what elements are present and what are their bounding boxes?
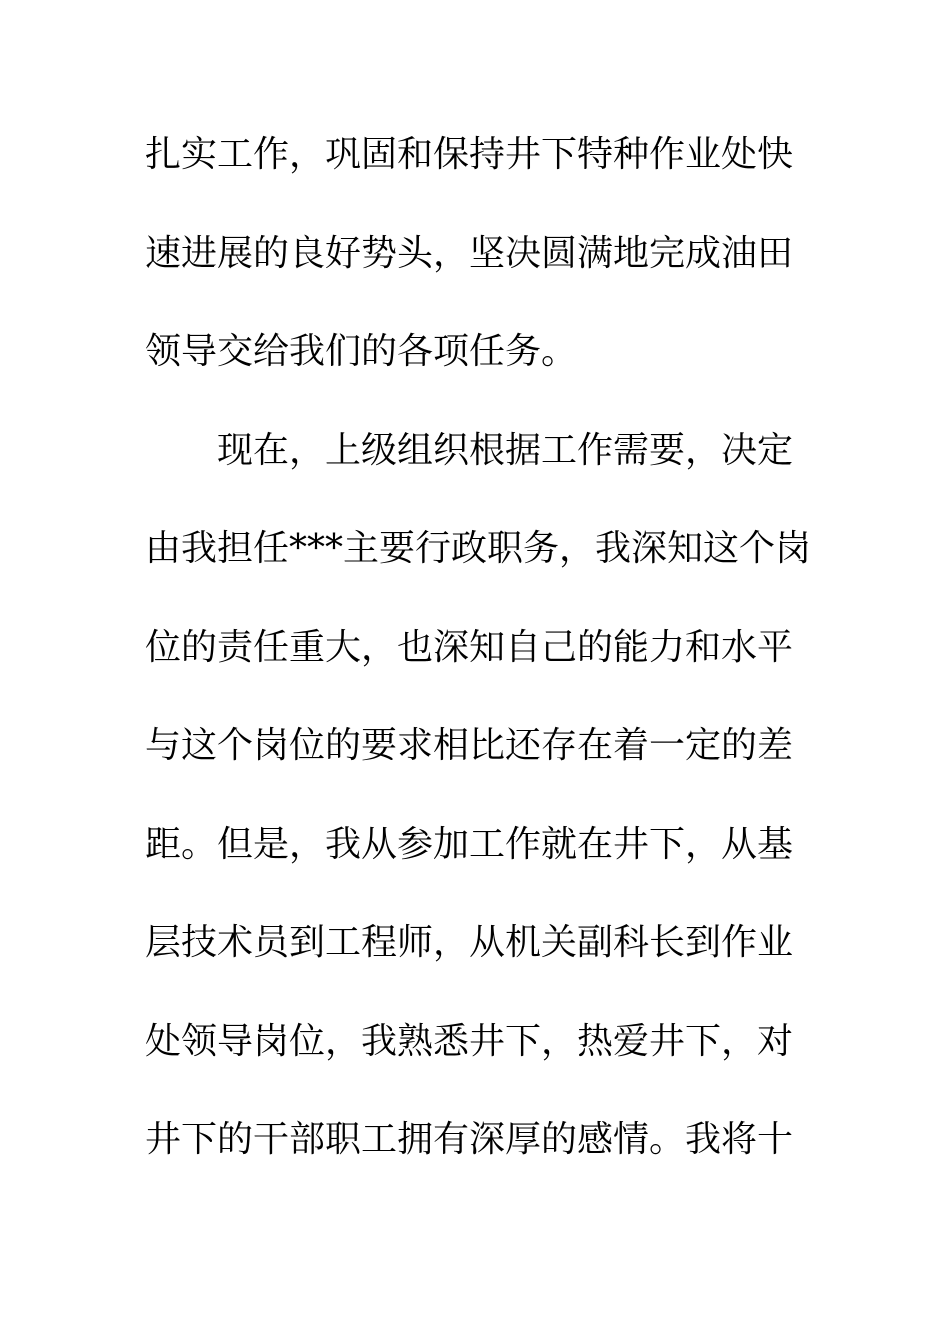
text-line: 与这个岗位的要求相比还存在着一定的差: [145, 725, 794, 766]
text-line: 位的责任重大，也深知自己的能力和水平: [145, 626, 794, 668]
body-text: [145, 122, 812, 1206]
text-line: 由我担任***主要行政职务，我深知这个岗: [145, 528, 812, 569]
text-line: 层技术员到工程师，从机关副科长到作业: [145, 922, 794, 963]
text-line: 领导交给我们的各项任务。: [145, 331, 578, 372]
text-line: 处领导岗位，我熟悉井下，热爱井下，对: [145, 1020, 794, 1062]
text-line: 扎实工作，巩固和保持井下特种作业处快: [145, 134, 794, 175]
text-line: 距。但是，我从参加工作就在井下，从基: [145, 823, 794, 865]
text-line: 速进展的良好势头，坚决圆满地完成油田: [145, 232, 794, 274]
text-line: 井下的干部职工拥有深厚的感情。我将十: [145, 1119, 794, 1160]
paragraph-first-line: 现在，上级组织根据工作需要，决定: [217, 429, 794, 471]
